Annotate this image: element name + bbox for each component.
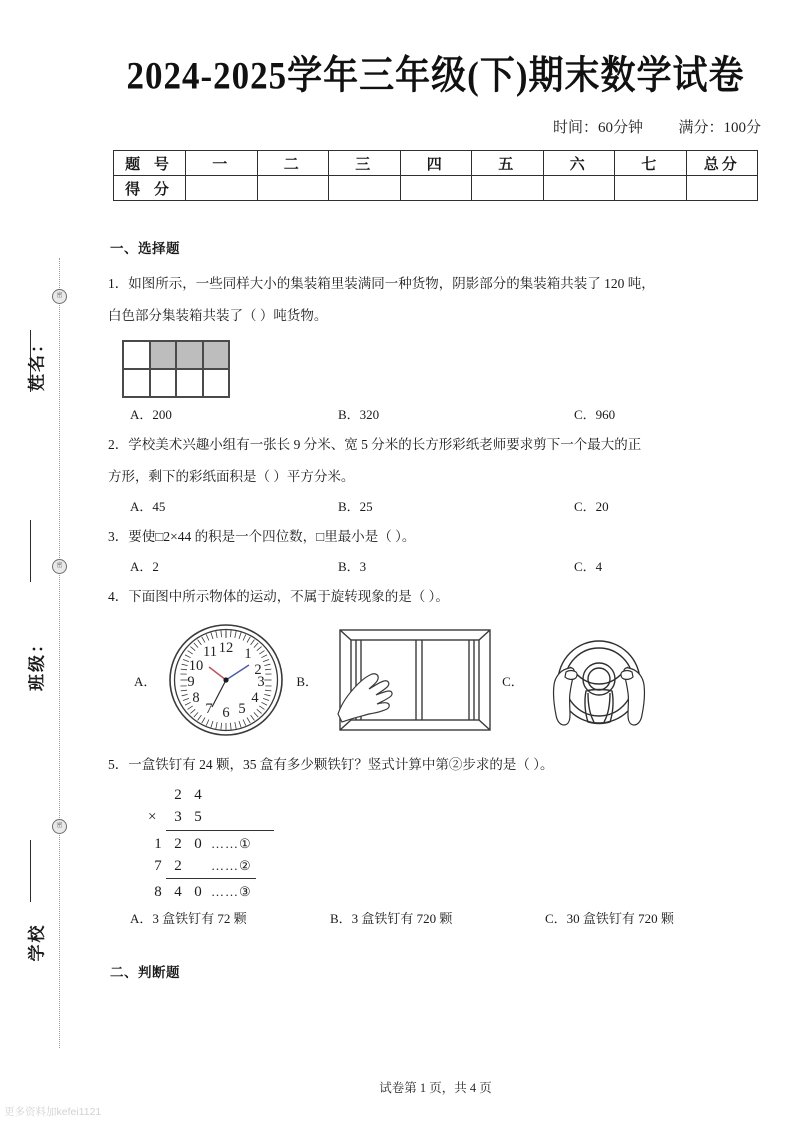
question-1-line2-wrap (108, 302, 763, 330)
vmul-multiplicand-digit: 2 (174, 787, 182, 803)
option-a[interactable]: A．200 (130, 407, 172, 422)
vmul-partial-1-row (148, 833, 398, 855)
student-name-label: 姓名： (27, 334, 47, 391)
score-col-3: 三 (329, 151, 401, 176)
question-5-number: 5． (108, 757, 129, 772)
svg-text:1: 1 (244, 646, 253, 662)
score-cell[interactable] (329, 176, 401, 201)
option-a[interactable]: A．2 (130, 559, 159, 574)
analog-clock-icon (162, 621, 290, 739)
option-c-label[interactable]: C． (502, 673, 524, 689)
option-b[interactable]: B．3 (338, 559, 367, 574)
svg-text:5: 5 (238, 701, 247, 717)
svg-text:6: 6 (222, 705, 231, 721)
question-2-options (130, 496, 763, 515)
option-c[interactable]: C．4 (574, 559, 603, 574)
grid-cell-shaded (176, 341, 203, 369)
cut-line-dotted (59, 258, 60, 1048)
option-c[interactable]: C．30 盒铁钉有 720 颗 (545, 911, 674, 926)
vmul-divider-1 (166, 830, 274, 831)
grid-cell (123, 341, 150, 369)
svg-text:7: 7 (205, 701, 214, 717)
svg-text:11: 11 (203, 644, 218, 660)
vmul-partial1-marker: ……① (211, 836, 252, 851)
option-c[interactable]: C．20 (574, 499, 609, 514)
question-5-line1: 一盒铁钉有 24 颗，35 盒有多少颗铁钉？竖式计算中第②步求的是（ ）。 (128, 757, 554, 772)
question-1-line2: 白色部分集装箱共装了（ ）吨货物。 (108, 308, 328, 323)
score-cell[interactable] (186, 176, 258, 201)
vmul-result-digit: 8 (154, 884, 162, 900)
sliding-window-icon (336, 626, 496, 734)
question-1 (108, 270, 763, 298)
vmul-result-row (148, 881, 398, 903)
student-school-label: 学校 (27, 923, 47, 962)
vmul-result-marker: ……③ (211, 884, 252, 899)
table-row-question-numbers (114, 151, 758, 176)
score-cell[interactable] (615, 176, 687, 201)
question-1-line1: 如图所示，一些同样大小的集装箱里装满同一种货物，阴影部分的集装箱共装了 120 吨， (128, 276, 655, 291)
score-col-5: 五 (472, 151, 544, 176)
vmul-multiplicand-row (148, 785, 398, 807)
score-col-4: 四 (400, 151, 472, 176)
exam-meta (78, 116, 793, 137)
score-cell[interactable] (472, 176, 544, 201)
vmul-multiplier-digit: 3 (174, 809, 182, 825)
container-grid-figure (122, 340, 230, 398)
option-b[interactable]: B．320 (338, 407, 380, 422)
question-3-options (130, 556, 763, 575)
question-3-line1: 要使□2×44 的积是一个四位数，□里最小是（ ）。 (128, 529, 416, 544)
section-heading-truefalse: 二、判断题 (110, 965, 180, 980)
page-footer: 试卷第 1 页，共 4 页 (379, 1081, 492, 1095)
score-col-6: 六 (543, 151, 615, 176)
question-3-number: 3． (108, 529, 129, 544)
score-col-1: 一 (186, 151, 258, 176)
score-col-total: 总分 (686, 151, 758, 176)
exam-page (78, 0, 793, 1122)
grid-cell-shaded (150, 341, 177, 369)
question-1-options (130, 404, 763, 423)
left-margin-strip (0, 0, 78, 1122)
question-4 (108, 583, 763, 611)
option-c[interactable]: C．960 (574, 407, 616, 422)
vmul-partial1-digit: 0 (194, 836, 202, 852)
vertical-multiplication-figure (148, 785, 398, 903)
steering-wheel-icon (540, 627, 658, 733)
question-1-number: 1． (108, 276, 129, 291)
option-b[interactable]: B．3 盒铁钉有 720 颗 (330, 911, 453, 926)
option-b[interactable]: B．25 (338, 499, 373, 514)
vmul-multiplier-digit: 5 (194, 809, 202, 825)
score-table (113, 150, 758, 201)
table-row-scores (114, 176, 758, 201)
vmul-result-digit: 4 (174, 884, 182, 900)
section-heading-choice: 一、选择题 (110, 241, 180, 256)
grid-cell-shaded (203, 341, 230, 369)
svg-text:10: 10 (189, 658, 204, 674)
seal-marker-icon: 密 (52, 559, 67, 574)
score-cell[interactable] (686, 176, 758, 201)
exam-time-label: 时间：60分钟 (552, 120, 643, 136)
vmul-multiplier-row (148, 807, 398, 829)
option-a[interactable]: A．45 (130, 499, 166, 514)
class-write-rule (30, 520, 31, 582)
score-table-row-label: 题 号 (114, 151, 186, 176)
svg-text:4: 4 (251, 690, 260, 706)
vmul-divider-2 (166, 878, 256, 879)
exam-total-label: 满分：100分 (678, 120, 761, 136)
svg-text:3: 3 (257, 674, 266, 690)
page-title: 2024-2025学年三年级(下)期末数学试卷 (126, 53, 745, 98)
vmul-partial2-marker: ……② (211, 858, 252, 873)
score-col-2: 二 (257, 151, 329, 176)
grid-cell (176, 369, 203, 397)
svg-text:8: 8 (192, 690, 201, 706)
question-4-line1: 下面图中所示物体的运动，不属于旋转现象的是（ ）。 (128, 589, 449, 604)
seal-marker-icon: 密 (52, 289, 67, 304)
grid-cell (150, 369, 177, 397)
vmul-partial1-digit: 1 (154, 836, 162, 852)
score-table-row-label: 得 分 (114, 176, 186, 201)
vmul-partial-2-row (148, 855, 398, 877)
student-class-label: 班级： (27, 634, 47, 691)
grid-cell (203, 369, 230, 397)
question-3 (108, 523, 763, 551)
question-2-line1: 学校美术兴趣小组有一张长 9 分米、宽 5 分米的长方形彩纸老师要求剪下一个最大的正 (128, 437, 642, 452)
question-5-options (130, 908, 763, 927)
score-cell[interactable] (400, 176, 472, 201)
question-5 (108, 751, 763, 779)
svg-text:9: 9 (187, 674, 196, 690)
option-a[interactable]: A．3 盒铁钉有 72 颗 (130, 911, 247, 926)
grid-cell (123, 369, 150, 397)
question-4-number: 4． (108, 589, 129, 604)
score-cell[interactable] (543, 176, 615, 201)
vmul-partial1-digit: 2 (174, 836, 182, 852)
seal-marker-icon: 密 (52, 819, 67, 834)
vmul-partial2-digit: 2 (174, 858, 182, 874)
vmul-operator: × (148, 809, 157, 825)
vmul-partial2-digit: 7 (154, 858, 162, 874)
svg-text:2: 2 (254, 662, 263, 678)
vmul-multiplicand-digit: 4 (194, 787, 202, 803)
question-4-figure-row (128, 621, 763, 739)
option-b-label[interactable]: B． (296, 673, 319, 689)
question-2 (108, 431, 763, 459)
watermark-text: 更多资料加kefei1121 (4, 1106, 102, 1118)
option-a-label[interactable]: A． (134, 673, 157, 689)
score-col-7: 七 (615, 151, 687, 176)
question-2-line2-wrap (108, 463, 763, 491)
question-2-number: 2． (108, 437, 129, 452)
vmul-result-digit: 0 (194, 884, 202, 900)
svg-text:12: 12 (219, 640, 234, 656)
exam-body (108, 237, 763, 981)
question-2-line2: 方形，剩下的彩纸面积是（ ）平方分米。 (108, 469, 355, 484)
score-cell[interactable] (257, 176, 329, 201)
